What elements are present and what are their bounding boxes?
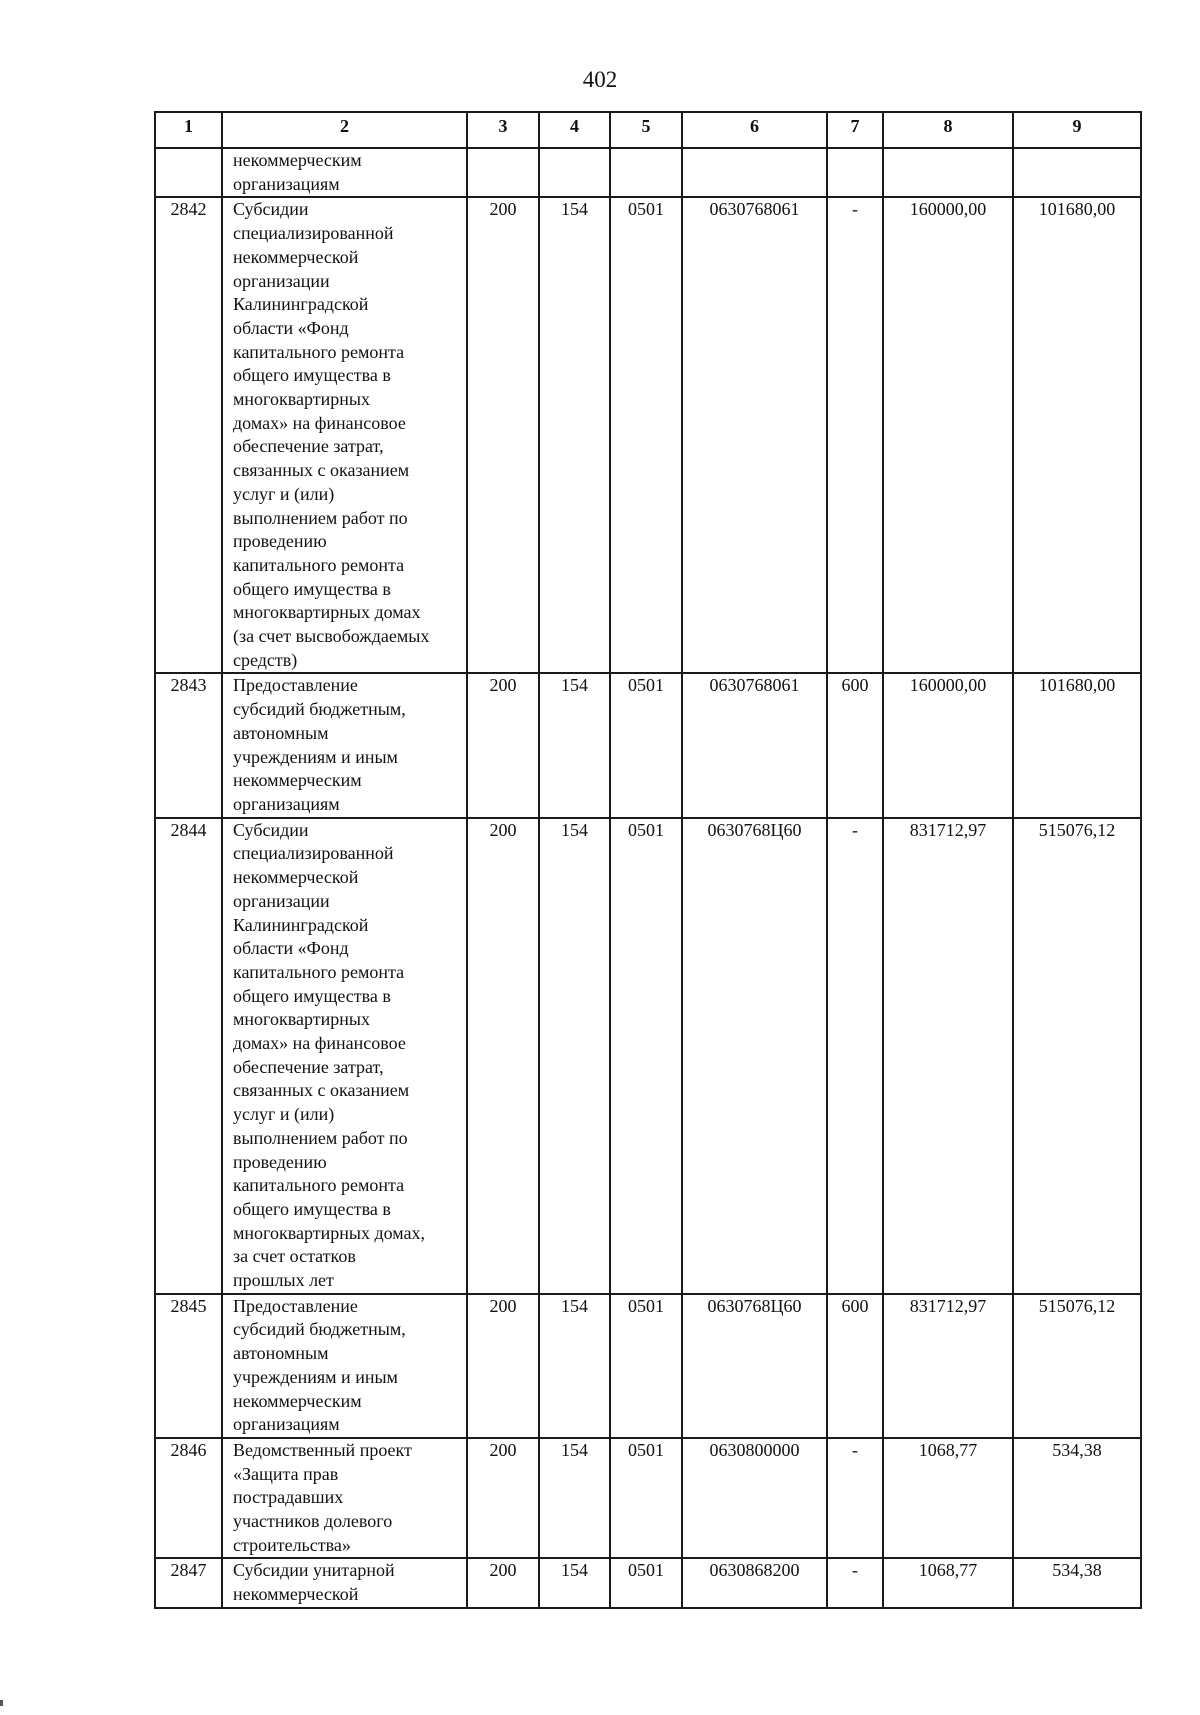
column-header: 2 (222, 112, 467, 148)
item-name-cell (222, 148, 467, 197)
item-name-line: услуг и (или) (233, 483, 335, 504)
item-name-line: «Защита прав (233, 1463, 339, 1484)
amount-cell (1013, 148, 1141, 197)
item-name-line: общего имущества в (233, 985, 391, 1006)
column-header: 1 (155, 112, 222, 148)
section-code-cell: 0501 (610, 1294, 682, 1438)
item-name-line: организации (233, 890, 330, 911)
item-name-line: организации (233, 270, 330, 291)
item-name-line: Ведомственный проект (233, 1439, 412, 1460)
ministry-code-cell: 200 (467, 1294, 539, 1438)
item-name-line: капитального ремонта (233, 341, 405, 362)
item-name-line: области «Фонд (233, 317, 349, 338)
item-name-line: учреждениям и иным (233, 1366, 398, 1387)
target-article-cell: 0630768061 (682, 673, 827, 817)
chapter-code-cell: 154 (539, 197, 610, 673)
item-name-line: проведению (233, 531, 327, 552)
expense-type-cell: 600 (827, 673, 883, 817)
target-article-cell: 0630768061 (682, 197, 827, 673)
item-name-cell (222, 1294, 467, 1438)
section-code-cell: 0501 (610, 197, 682, 673)
item-name-line: участников долевого (233, 1511, 393, 1532)
item-name-line: Калининградской (233, 294, 369, 315)
item-name-line: капитального ремонта (233, 961, 405, 982)
item-name-line: общего имущества в (233, 1198, 391, 1219)
expense-type-cell: - (827, 1558, 883, 1607)
item-name-line: домах» на финансовое (233, 412, 406, 433)
item-name-line: организациям (233, 1414, 340, 1435)
item-name-line: обеспечение затрат, (233, 436, 384, 457)
amount-cell: 1068,77 (883, 1438, 1013, 1559)
amount-cell: 534,38 (1013, 1558, 1141, 1607)
section-code-cell (610, 148, 682, 197)
item-name-line: пострадавших (233, 1487, 344, 1508)
table-row (155, 1294, 1141, 1438)
chapter-code-cell: 154 (539, 1294, 610, 1438)
target-article-cell: 0630768Ц60 (682, 1294, 827, 1438)
scan-mark (0, 1700, 3, 1706)
amount-cell: 160000,00 (883, 673, 1013, 817)
expense-type-cell: - (827, 818, 883, 1294)
table-header-row (155, 112, 1141, 148)
ministry-code-cell: 200 (467, 1438, 539, 1559)
amount-cell (883, 148, 1013, 197)
item-name-cell (222, 1558, 467, 1607)
expense-type-cell: 600 (827, 1294, 883, 1438)
expense-type-cell: - (827, 197, 883, 673)
section-code-cell: 0501 (610, 818, 682, 1294)
column-header: 6 (682, 112, 827, 148)
table-row (155, 197, 1141, 673)
item-name-line: специализированной (233, 223, 394, 244)
section-code-cell: 0501 (610, 1558, 682, 1607)
item-name-line: связанных с оказанием (233, 1080, 410, 1101)
item-name-line: некоммерческим (233, 770, 362, 791)
table-body (155, 148, 1141, 1608)
amount-cell: 1068,77 (883, 1558, 1013, 1607)
chapter-code-cell (539, 148, 610, 197)
ministry-code-cell: 200 (467, 1558, 539, 1607)
item-name-line: выполнением работ по (233, 507, 408, 528)
item-name-line: обеспечение затрат, (233, 1056, 384, 1077)
expense-type-cell: - (827, 1438, 883, 1559)
row-number-cell: 2846 (155, 1438, 222, 1559)
item-name-line: капитального ремонта (233, 1175, 405, 1196)
amount-cell: 515076,12 (1013, 818, 1141, 1294)
item-name-line: Субсидии (233, 819, 309, 840)
item-name-line: связанных с оказанием (233, 460, 410, 481)
item-name-line: услуг и (или) (233, 1104, 335, 1125)
column-header: 4 (539, 112, 610, 148)
chapter-code-cell: 154 (539, 1558, 610, 1607)
item-name-cell (222, 197, 467, 673)
table-row (155, 148, 1141, 197)
item-name-line: некоммерческой (233, 246, 359, 267)
item-name-line: строительства» (233, 1534, 351, 1555)
item-name-line: капитального ремонта (233, 554, 405, 575)
row-number-cell: 2845 (155, 1294, 222, 1438)
item-name-cell (222, 673, 467, 817)
chapter-code-cell: 154 (539, 673, 610, 817)
row-number-cell: 2847 (155, 1558, 222, 1607)
amount-cell: 831712,97 (883, 818, 1013, 1294)
item-name-line: специализированной (233, 843, 394, 864)
item-name-line: Субсидии (233, 199, 309, 220)
item-name-line: автономным (233, 1343, 329, 1364)
item-name-line: Предоставление (233, 675, 358, 696)
item-name-line: Субсидии унитарной (233, 1560, 395, 1581)
table-row (155, 818, 1141, 1294)
column-header: 3 (467, 112, 539, 148)
column-header: 7 (827, 112, 883, 148)
target-article-cell: 0630800000 (682, 1438, 827, 1559)
table-row (155, 673, 1141, 817)
item-name-line: Предоставление (233, 1295, 358, 1316)
item-name-line: домах» на финансовое (233, 1033, 406, 1054)
item-name-line: некоммерческим (233, 150, 362, 170)
item-name-line: общего имущества в (233, 365, 391, 386)
item-name-line: многоквартирных домах, (233, 1222, 426, 1243)
item-name-line: некоммерческой (233, 1584, 359, 1605)
target-article-cell: 0630768Ц60 (682, 818, 827, 1294)
column-header: 5 (610, 112, 682, 148)
item-name-line: области «Фонд (233, 938, 349, 959)
item-name-line: многоквартирных (233, 1009, 370, 1030)
amount-cell: 534,38 (1013, 1438, 1141, 1559)
table-row (155, 1438, 1141, 1559)
chapter-code-cell: 154 (539, 1438, 610, 1559)
column-header: 8 (883, 112, 1013, 148)
amount-cell: 101680,00 (1013, 197, 1141, 673)
item-name-line: за счет остатков (233, 1246, 356, 1267)
item-name-line: учреждениям и иным (233, 746, 398, 767)
target-article-cell (682, 148, 827, 197)
amount-cell: 515076,12 (1013, 1294, 1141, 1438)
ministry-code-cell: 200 (467, 673, 539, 817)
item-name-line: субсидий бюджетным, (233, 1319, 406, 1340)
table-row (155, 1558, 1141, 1607)
item-name-line: средств) (233, 649, 298, 670)
item-name-line: (за счет высвобождаемых (233, 626, 430, 647)
amount-cell: 101680,00 (1013, 673, 1141, 817)
page-number: 402 (582, 67, 618, 92)
item-name-line: выполнением работ по (233, 1127, 408, 1148)
chapter-code-cell: 154 (539, 818, 610, 1294)
item-name-line: многоквартирных (233, 389, 370, 410)
target-article-cell: 0630868200 (682, 1558, 827, 1607)
item-name-line: Калининградской (233, 914, 369, 935)
row-number-cell: 2843 (155, 673, 222, 817)
row-number-cell: 2842 (155, 197, 222, 673)
item-name-line: организациям (233, 173, 340, 194)
row-number-cell (155, 148, 222, 197)
row-number-cell: 2844 (155, 818, 222, 1294)
ministry-code-cell: 200 (467, 818, 539, 1294)
item-name-line: прошлых лет (233, 1270, 334, 1291)
section-code-cell: 0501 (610, 673, 682, 817)
expense-type-cell (827, 148, 883, 197)
amount-cell: 160000,00 (883, 197, 1013, 673)
item-name-line: автономным (233, 722, 329, 743)
item-name-cell (222, 1438, 467, 1559)
item-name-cell (222, 818, 467, 1294)
item-name-line: многоквартирных домах (233, 602, 421, 623)
budget-table (154, 111, 1142, 1609)
amount-cell: 831712,97 (883, 1294, 1013, 1438)
item-name-line: субсидий бюджетным, (233, 699, 406, 720)
item-name-line: некоммерческой (233, 867, 359, 888)
section-code-cell: 0501 (610, 1438, 682, 1559)
item-name-line: организациям (233, 793, 340, 814)
item-name-line: общего имущества в (233, 578, 391, 599)
column-header: 9 (1013, 112, 1141, 148)
ministry-code-cell (467, 148, 539, 197)
ministry-code-cell: 200 (467, 197, 539, 673)
item-name-line: некоммерческим (233, 1390, 362, 1411)
item-name-line: проведению (233, 1151, 327, 1172)
